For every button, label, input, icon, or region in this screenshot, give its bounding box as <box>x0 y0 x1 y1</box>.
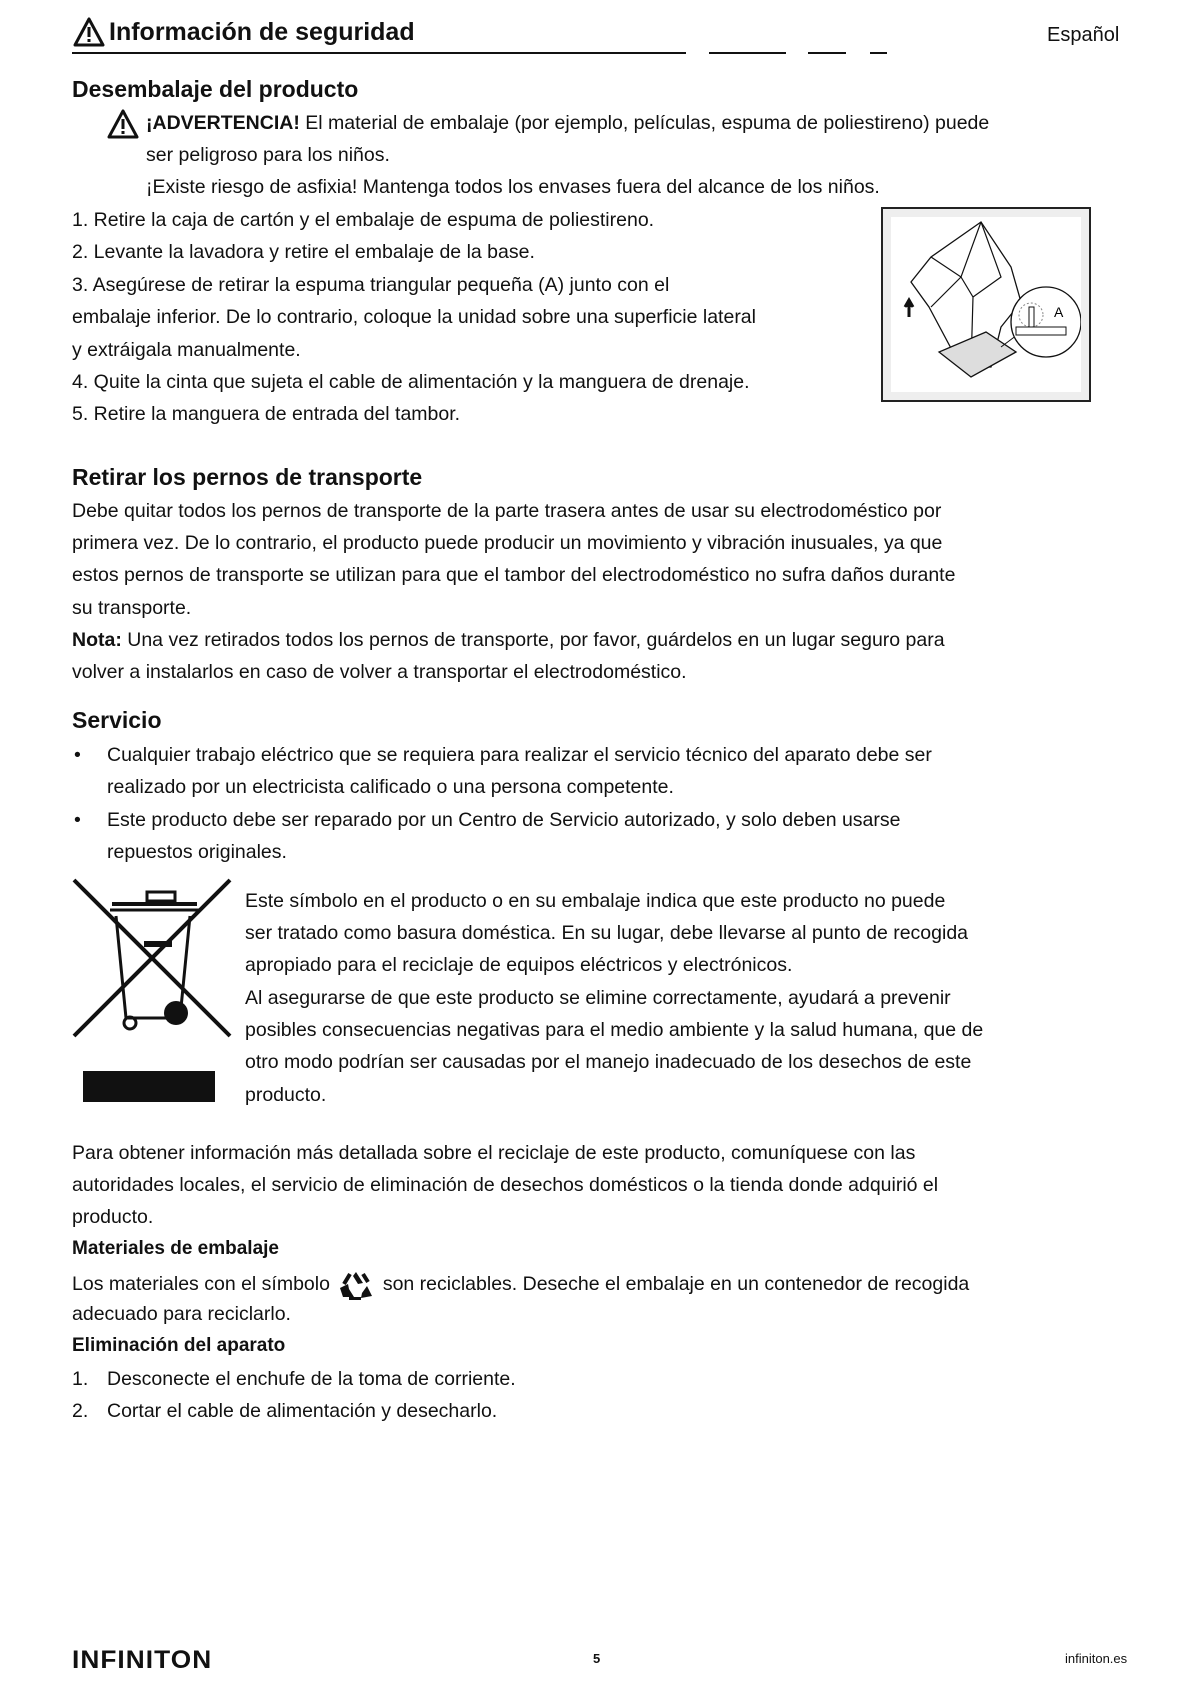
warning-icon <box>72 16 106 48</box>
step-line: 5. Retire la manguera de entrada del tambor. <box>72 403 461 425</box>
header-rule <box>72 52 686 54</box>
recycling-line: Para obtener información más detallada sobre el reciclaje de este producto, comuníquese con las <box>72 1142 916 1164</box>
page-number: 5 <box>593 1651 601 1666</box>
website-link[interactable]: infiniton.es <box>1065 1651 1128 1666</box>
weee-line: otro modo podrían ser causadas por el manejo inadecuado de los desechos de este <box>245 1051 972 1073</box>
page-title: Información de seguridad <box>109 18 415 46</box>
section-heading-bolts: Retirar los pernos de transporte <box>72 464 423 490</box>
weee-line: ser tratado como basura doméstica. En su lugar, debe llevarse al punto de recogida <box>245 922 969 944</box>
step-line: 2. Levante la lavadora y retire el embalaje de la base. <box>72 241 535 263</box>
service-bullet-line: repuestos originales. <box>107 841 287 863</box>
service-bullet-line: realizado por un electricista calificado o una persona competente. <box>107 776 674 798</box>
step-line: 4. Quite la cinta que sujeta el cable de alimentación y la manguera de drenaje. <box>72 371 750 393</box>
service-bullet-line: Cualquier trabajo eléctrico que se requiera para realizar el servicio técnico del aparato debe ser <box>107 744 932 766</box>
recycle-icon <box>339 1270 373 1300</box>
weee-line: apropiado para el reciclaje de equipos eléctricos y electrónicos. <box>245 954 793 976</box>
language-label: Español <box>1047 24 1120 46</box>
section-heading-unpacking: Desembalaje del producto <box>72 76 359 102</box>
step-line: 1. Retire la caja de cartón y el embalaje de espuma de poliestireno. <box>72 209 655 231</box>
section-heading-service: Servicio <box>72 707 162 733</box>
packaging-heading: Materiales de embalaje <box>72 1238 279 1259</box>
note-line: volver a instalarlos en caso de volver a transportar el electrodoméstico. <box>72 661 687 683</box>
header-rule-dash <box>870 52 887 54</box>
warning-line: ser peligroso para los niños. <box>146 144 390 166</box>
brand-logo: INFINITON <box>72 1646 213 1674</box>
warning-icon <box>106 108 140 140</box>
warning-line: ¡Existe riesgo de asfixia! Mantenga todos los envases fuera del alcance de los niños. <box>146 176 880 198</box>
warning-text <box>146 111 989 135</box>
bolts-line: estos pernos de transporte se utilizan para que el tambor del electrodoméstico no sufra daños durante <box>72 564 956 586</box>
unpacking-illustration <box>881 207 1091 402</box>
bullet: • <box>74 809 81 831</box>
bullet: • <box>74 744 81 766</box>
recycling-line: autoridades locales, el servicio de eliminación de desechos domésticos o la tienda donde adquirió el <box>72 1174 939 1196</box>
packaging-line: adecuado para reciclarlo. <box>72 1303 291 1325</box>
step-line: y extráigala manualmente. <box>72 339 301 361</box>
weee-line: producto. <box>245 1084 327 1106</box>
packaging-text-before: Los materiales con el símbolo <box>72 1273 330 1296</box>
note-line <box>72 628 945 652</box>
disposal-step: Cortar el cable de alimentación y desecharlo. <box>107 1400 498 1422</box>
note-text: Una vez retirados todos los pernos de transporte, por favor, guárdelos en un lugar seguro para <box>127 629 945 651</box>
crossed-out-bin-icon <box>72 878 232 1108</box>
bolts-line: primera vez. De lo contrario, el producto puede producir un movimiento y vibración inusuales, ya que <box>72 532 943 554</box>
disposal-step-number: 1. <box>72 1368 89 1390</box>
bolts-line: su transporte. <box>72 597 192 619</box>
weee-line: Al asegurarse de que este producto se elimine correctamente, ayudará a prevenir <box>245 987 951 1009</box>
header-rule-dash <box>709 52 786 54</box>
disposal-step-number: 2. <box>72 1400 89 1422</box>
step-line: 3. Asegúrese de retirar la espuma triangular pequeña (A) junto con el <box>72 274 670 296</box>
disposal-step: Desconecte el enchufe de la toma de corriente. <box>107 1368 516 1390</box>
figure-label: A <box>1054 304 1064 320</box>
weee-line: Este símbolo en el producto o en su embalaje indica que este producto no puede <box>245 890 946 912</box>
recycling-line: producto. <box>72 1206 154 1228</box>
packaging-text-after: son reciclables. Deseche el embalaje en un contenedor de recogida <box>382 1273 970 1296</box>
warning-label: ¡ADVERTENCIA! <box>146 112 300 134</box>
note-label: Nota: <box>72 629 122 651</box>
weee-line: posibles consecuencias negativas para el medio ambiente y la salud humana, que de <box>245 1019 984 1041</box>
step-line: embalaje inferior. De lo contrario, coloque la unidad sobre una superficie lateral <box>72 306 756 328</box>
bolts-line: Debe quitar todos los pernos de transporte de la parte trasera antes de usar su electrodoméstico por <box>72 500 942 522</box>
header-rule-dash <box>808 52 846 54</box>
service-bullet-line: Este producto debe ser reparado por un Centro de Servicio autorizado, y solo deben usarse <box>107 809 901 831</box>
packaging-line <box>72 1270 969 1300</box>
warning-line: El material de embalaje (por ejemplo, películas, espuma de poliestireno) puede <box>305 112 990 134</box>
disposal-heading: Eliminación del aparato <box>72 1335 286 1356</box>
